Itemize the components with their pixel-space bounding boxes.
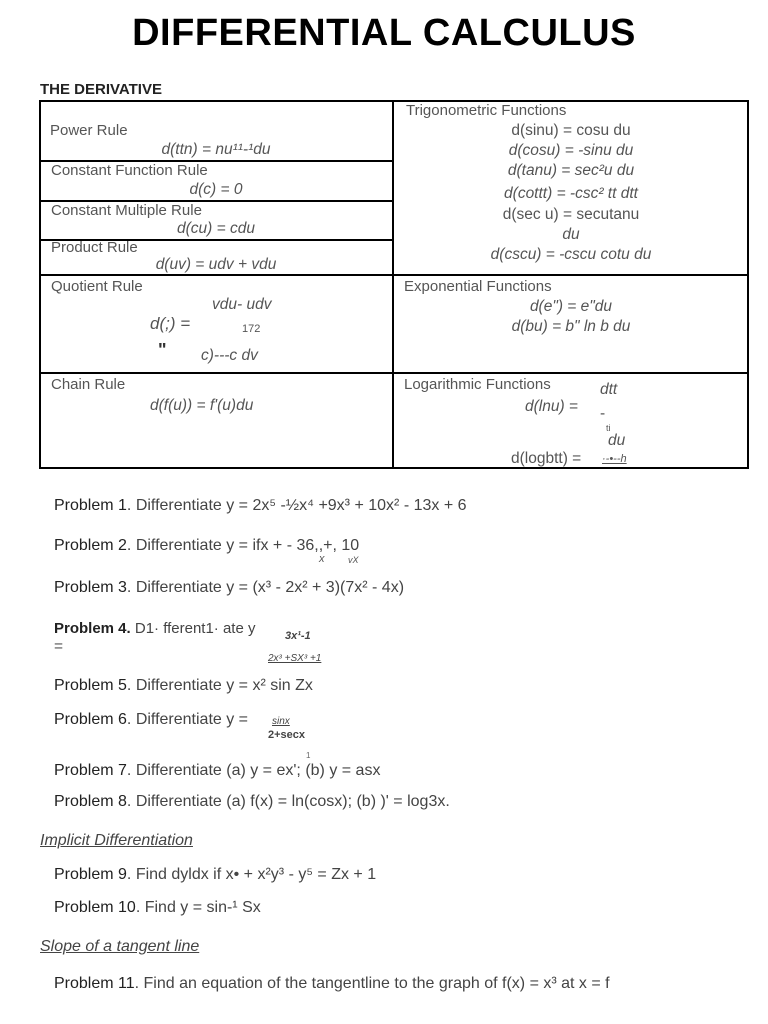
problem-2-vx: vX bbox=[348, 555, 359, 565]
trig-line: d(cottt) = -csc² tt dtt bbox=[504, 185, 638, 202]
quotient-lhs: d(;) = bbox=[150, 314, 191, 333]
problem-head: Problem 3 bbox=[54, 579, 127, 596]
problem-text: . Find y = sin-¹ Sx bbox=[135, 899, 261, 916]
problem-text: D1· fferent1· ate y bbox=[130, 620, 256, 637]
problem-8 bbox=[54, 793, 450, 811]
trig-line: d(tanu) = sec²u du bbox=[507, 162, 635, 179]
power-rule-label: Power Rule bbox=[50, 122, 128, 139]
trig-line: d(cosu) = -sinu du bbox=[508, 142, 634, 159]
constant-multiple-label: Constant Multiple Rule bbox=[51, 202, 202, 219]
problem-text: . Find an equation of the tangentline to the graph of f(x) = x³ at x = f bbox=[134, 975, 610, 992]
exp-label: Exponential Functions bbox=[404, 278, 552, 295]
problem-11 bbox=[54, 975, 610, 993]
product-rule-label: Product Rule bbox=[51, 239, 138, 256]
log-dash: - bbox=[600, 405, 606, 422]
problem-3 bbox=[54, 579, 404, 597]
problem-7 bbox=[54, 762, 380, 780]
problem-4-numerator: 3x¹-1 bbox=[285, 630, 311, 642]
problem-4-denominator: 2x³ +SX³ +1 bbox=[268, 653, 322, 664]
problem-head: Problem 5 bbox=[54, 677, 127, 694]
problem-7-superscript: 1 bbox=[306, 751, 311, 760]
page-title: DIFFERENTIAL CALCULUS bbox=[132, 12, 636, 54]
log-logb-tail: ·-•--h bbox=[602, 453, 627, 465]
problem-head: Problem 6 bbox=[54, 711, 127, 728]
trig-line: d(sec u) = secutanu bbox=[502, 206, 640, 223]
problem-10 bbox=[54, 899, 261, 917]
problem-4-eq: = bbox=[54, 638, 64, 655]
problem-text: . Differentiate (a) f(x) = ln(cosx); (b) )' = log3x. bbox=[126, 793, 450, 810]
implicit-heading: Implicit Differentiation bbox=[40, 832, 193, 849]
log-lnu: d(lnu) = bbox=[525, 398, 578, 415]
problem-head: Problem 10 bbox=[54, 899, 136, 916]
quotient-denominator: 172 bbox=[242, 323, 261, 335]
log-ti: ti bbox=[606, 423, 611, 433]
problem-text: . Find dyldx if x• + x²y³ - y⁵ = Zx + 1 bbox=[126, 866, 377, 883]
problem-5 bbox=[54, 677, 313, 695]
problem-6-numerator: sinx bbox=[272, 716, 290, 727]
problem-head: Problem 8 bbox=[54, 793, 127, 810]
chain-rule-formula: d(f(u)) = f'(u)du bbox=[150, 397, 254, 414]
power-rule-formula: d(ttn) = nu¹¹-¹du bbox=[161, 141, 271, 158]
log-dtt: dtt bbox=[600, 381, 618, 398]
trig-line: d(sinu) = cosu du bbox=[511, 122, 631, 139]
problem-head: Problem 2 bbox=[54, 537, 127, 554]
row-line bbox=[39, 372, 749, 374]
constant-rule-formula: d(c) = 0 bbox=[189, 181, 243, 198]
problem-2 bbox=[54, 537, 359, 555]
problem-text: . Differentiate y = (x³ - 2x² + 3)(7x² - 4x) bbox=[126, 579, 405, 596]
slope-heading: Slope of a tangent line bbox=[40, 938, 200, 955]
problem-2-x: x bbox=[319, 553, 325, 565]
trig-label: Trigonometric Functions bbox=[406, 102, 567, 119]
problem-6-denominator: 2+secx bbox=[268, 729, 306, 741]
trig-line: d(cscu) = -cscu cotu du bbox=[490, 246, 652, 263]
exp-line: d(e") = e"du bbox=[529, 298, 613, 315]
constant-multiple-formula: d(cu) = cdu bbox=[177, 220, 255, 237]
quotient-numerator: vdu- udv bbox=[212, 296, 272, 313]
chain-rule-label: Chain Rule bbox=[51, 376, 126, 393]
quotient-quote-mark: " bbox=[158, 340, 167, 360]
constant-rule-label: Constant Function Rule bbox=[51, 162, 208, 179]
problem-text: . Differentiate (a) y = ex'; (b) y = asx bbox=[126, 762, 381, 779]
problem-head: Problem 11 bbox=[54, 975, 135, 992]
log-du: du bbox=[608, 432, 626, 449]
trig-line: du bbox=[562, 226, 580, 243]
product-rule-formula: d(uv) = udv + vdu bbox=[155, 256, 277, 273]
log-logb: d(logbtt) = bbox=[511, 450, 582, 467]
problem-head: Problem 9 bbox=[54, 866, 127, 883]
problem-text: . Differentiate y = ifx + - 36,,+, 10 bbox=[126, 537, 360, 554]
problem-head: Problem 7 bbox=[54, 762, 127, 779]
problem-9 bbox=[54, 866, 376, 884]
problem-text: . Differentiate y = bbox=[126, 711, 249, 728]
problem-6 bbox=[54, 711, 248, 729]
quotient-rule-label: Quotient Rule bbox=[51, 278, 143, 295]
log-label: Logarithmic Functions bbox=[404, 376, 551, 393]
quotient-footer: c)---c dv bbox=[201, 347, 258, 364]
problem-text: . Differentiate y = 2x⁵ -½x⁴ +9x³ + 10x² - 13x + 6 bbox=[126, 497, 467, 514]
row-line bbox=[39, 274, 749, 276]
problem-4 bbox=[54, 620, 256, 637]
problem-head: Problem 1 bbox=[54, 497, 127, 514]
problem-1 bbox=[54, 497, 467, 515]
section-heading: THE DERIVATIVE bbox=[40, 81, 162, 98]
problem-head: Problem 4. bbox=[54, 620, 131, 637]
problem-text: . Differentiate y = x² sin Zx bbox=[126, 677, 313, 694]
exp-line: d(bu) = b" ln b du bbox=[511, 318, 631, 335]
